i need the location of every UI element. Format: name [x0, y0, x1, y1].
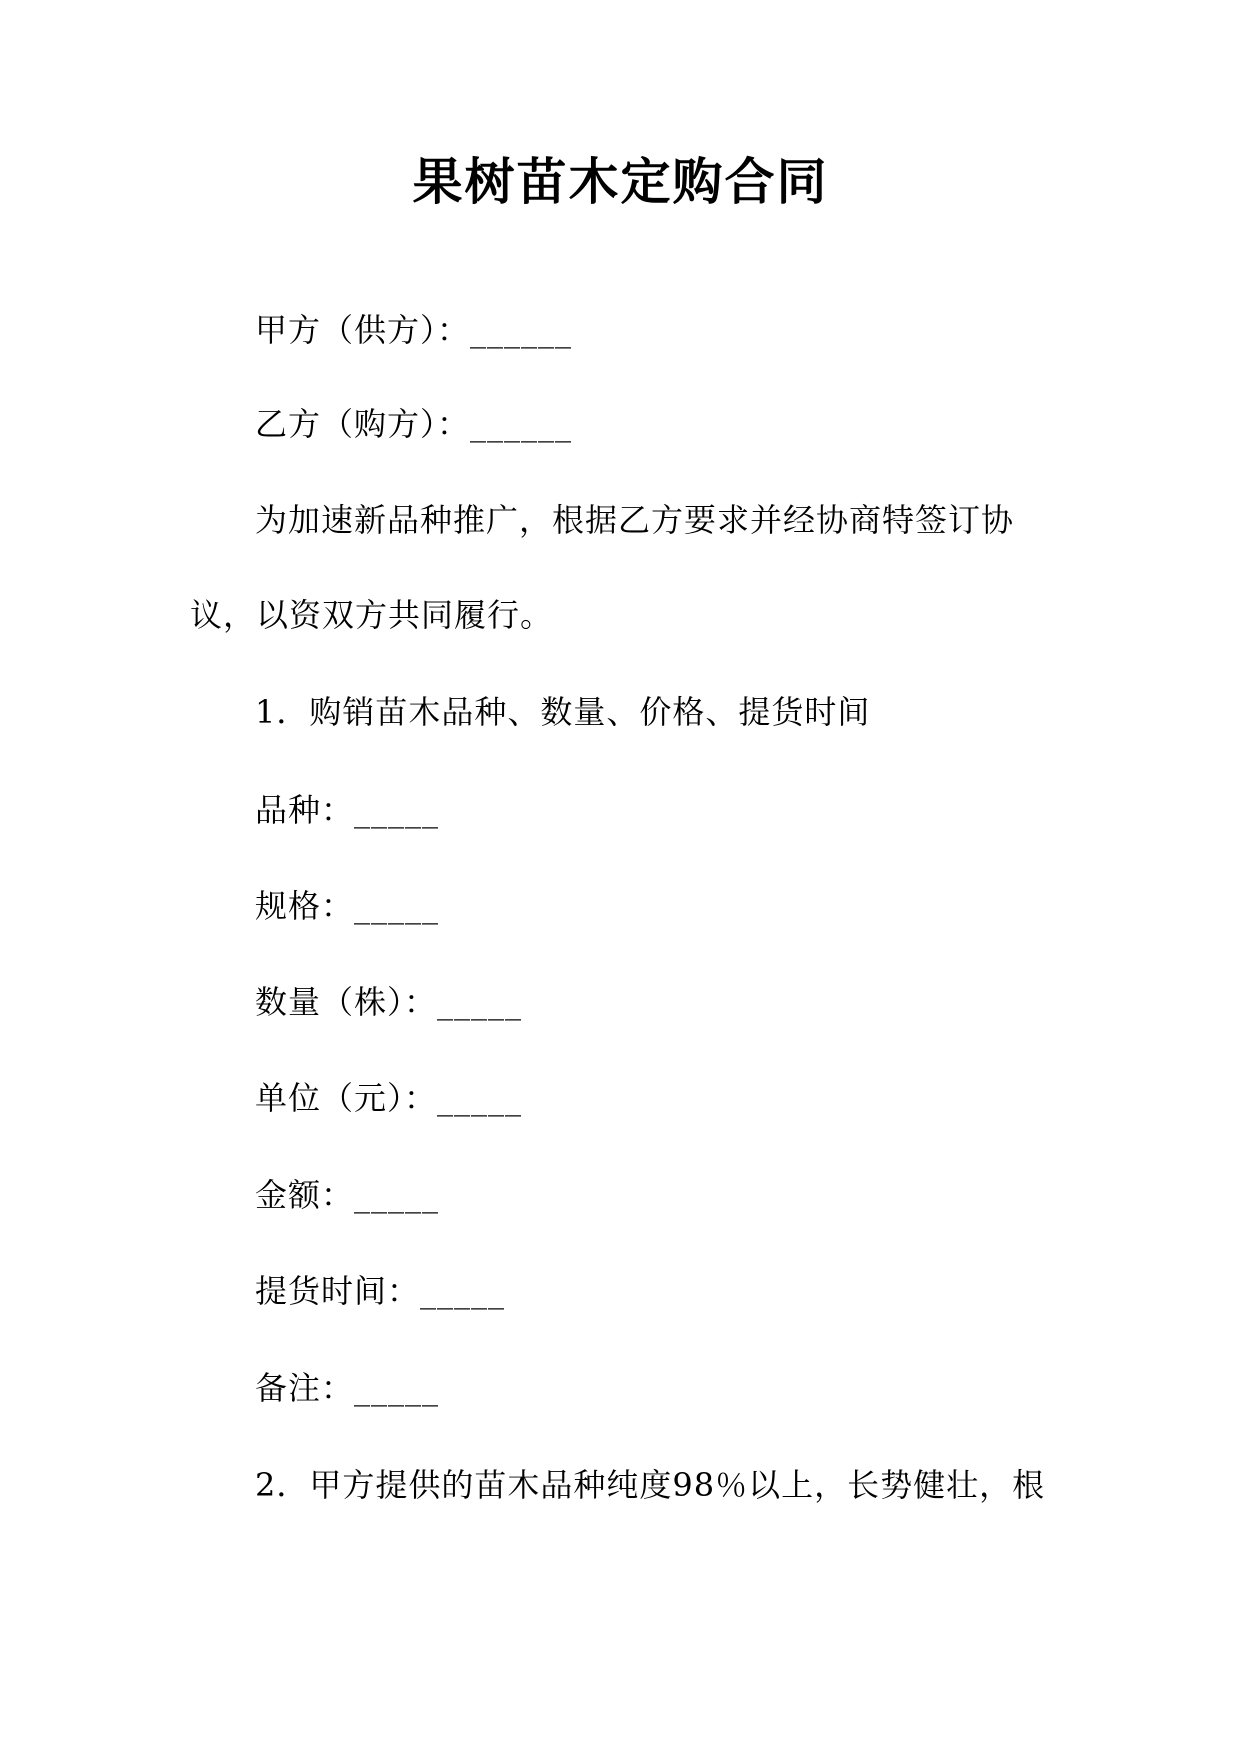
variety-field: 品种：_____ [255, 791, 440, 829]
preamble-line-1: 为加速新品种推广，根据乙方要求并经协商特签订协 [255, 501, 1015, 539]
clause-1-heading: 1．购销苗木品种、数量、价格、提货时间 [255, 693, 871, 731]
amount-field: 金额：_____ [255, 1176, 440, 1214]
unit-price-field: 单位（元）：_____ [255, 1079, 523, 1117]
remarks-field: 备注：_____ [255, 1369, 440, 1407]
spec-field: 规格：_____ [255, 887, 440, 925]
quantity-field: 数量（株）：_____ [255, 983, 523, 1021]
preamble-line-2: 议，以资双方共同履行。 [190, 596, 554, 634]
party-a-line: 甲方（供方）：______ [255, 311, 573, 349]
clause-2-line-1: 2．甲方提供的苗木品种纯度98％以上，长势健壮，根 [255, 1466, 1046, 1504]
document-title: 果树苗木定购合同 [412, 153, 829, 211]
pickup-time-field: 提货时间：_____ [255, 1272, 506, 1310]
party-b-line: 乙方（购方）：______ [255, 405, 573, 443]
